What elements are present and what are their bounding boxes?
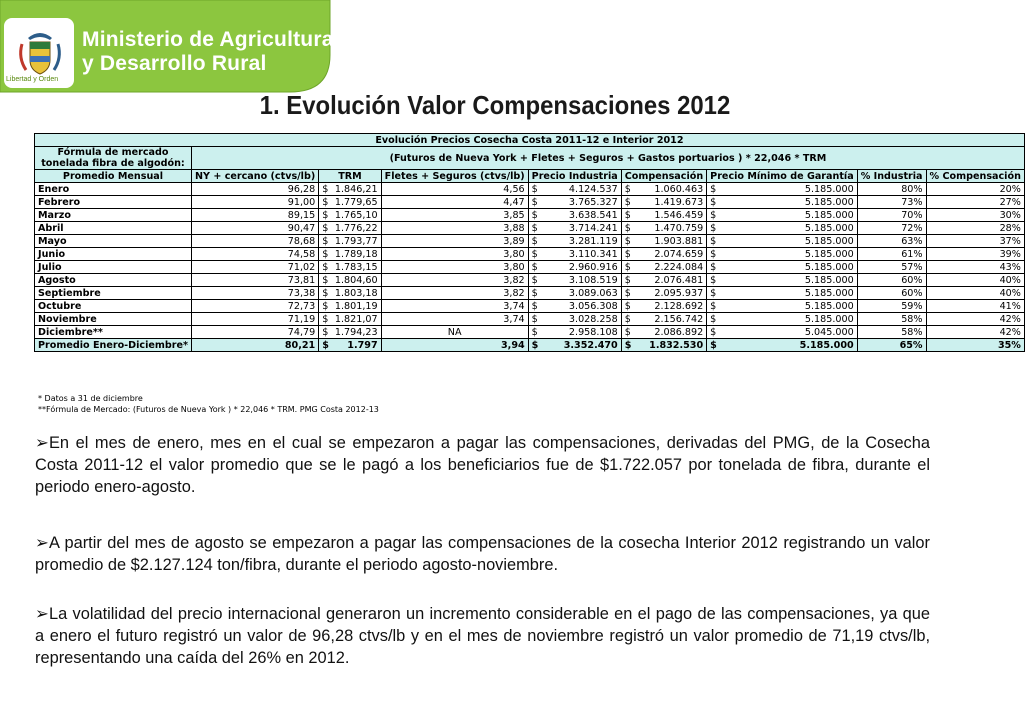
currency-symbol: $ bbox=[319, 222, 332, 235]
trm-cell: 1.793,77 bbox=[332, 235, 381, 248]
ny-cell: 71,02 bbox=[192, 261, 319, 274]
currency-symbol: $ bbox=[528, 287, 544, 300]
month-cell: Marzo bbox=[35, 209, 192, 222]
fletes-cell: 3,88 bbox=[381, 222, 528, 235]
ny-cell: 73,81 bbox=[192, 274, 319, 287]
currency-symbol: $ bbox=[319, 235, 332, 248]
currency-symbol: $ bbox=[528, 209, 544, 222]
industria-cell: 2.958.108 bbox=[544, 326, 622, 339]
trm-cell: 1.779,65 bbox=[332, 196, 381, 209]
pmg-cell: 5.185.000 bbox=[731, 287, 857, 300]
industria-cell: 4.124.537 bbox=[544, 183, 622, 196]
trm-cell: 1.797 bbox=[332, 339, 381, 352]
paragraph-3-text: La volatilidad del precio internacional generaron un incremento considerable en el pago de las compensaciones, ya que a enero el futuro registró un valor de 96,28 ctvs/lb y en el mes de noviembre registró un valor promedio de 71,19 ctvs/lb, representando una caída del 26% en 2012. bbox=[35, 605, 930, 667]
fletes-cell: 3,74 bbox=[381, 300, 528, 313]
industria-cell: 3.108.519 bbox=[544, 274, 622, 287]
currency-symbol: $ bbox=[319, 287, 332, 300]
compensacion-cell: 1.470.759 bbox=[636, 222, 707, 235]
pct-compensacion-cell: 43% bbox=[926, 261, 1024, 274]
pmg-cell: 5.185.000 bbox=[731, 196, 857, 209]
ny-cell: 74,79 bbox=[192, 326, 319, 339]
col-header-pct-compensacion: % Compensación bbox=[926, 170, 1024, 183]
table-row bbox=[35, 313, 1025, 326]
table-row bbox=[35, 287, 1025, 300]
paragraph-1 bbox=[35, 432, 930, 498]
currency-symbol: $ bbox=[528, 339, 544, 352]
table-body bbox=[35, 183, 1025, 352]
currency-symbol: $ bbox=[621, 326, 636, 339]
col-header-industria: Precio Industria bbox=[528, 170, 621, 183]
pct-compensacion-cell: 40% bbox=[926, 287, 1024, 300]
currency-symbol: $ bbox=[707, 209, 732, 222]
pmg-cell: 5.185.000 bbox=[731, 235, 857, 248]
compensation-table bbox=[34, 133, 1025, 352]
compensacion-cell: 2.086.892 bbox=[636, 326, 707, 339]
table-row bbox=[35, 248, 1025, 261]
compensacion-cell: 2.128.692 bbox=[636, 300, 707, 313]
pct-compensacion-cell: 39% bbox=[926, 248, 1024, 261]
trm-cell: 1.783,15 bbox=[332, 261, 381, 274]
table-row bbox=[35, 300, 1025, 313]
fletes-cell: 4,47 bbox=[381, 196, 528, 209]
currency-symbol: $ bbox=[528, 248, 544, 261]
table-title: Evolución Precios Cosecha Costa 2011-12 e Interior 2012 bbox=[35, 134, 1025, 147]
trm-cell: 1.803,18 bbox=[332, 287, 381, 300]
table-row bbox=[35, 209, 1025, 222]
ministry-line-2: y Desarrollo Rural bbox=[82, 52, 267, 75]
fletes-cell: 3,80 bbox=[381, 248, 528, 261]
table-row bbox=[35, 274, 1025, 287]
industria-cell: 2.960.916 bbox=[544, 261, 622, 274]
currency-symbol: $ bbox=[528, 326, 544, 339]
currency-symbol: $ bbox=[319, 300, 332, 313]
paragraph-3 bbox=[35, 603, 930, 669]
ny-cell: 90,47 bbox=[192, 222, 319, 235]
ny-cell: 89,15 bbox=[192, 209, 319, 222]
currency-symbol: $ bbox=[707, 196, 732, 209]
pct-industria-cell: 61% bbox=[857, 248, 926, 261]
table-total-row bbox=[35, 339, 1025, 352]
currency-symbol: $ bbox=[528, 196, 544, 209]
arrow-bullet-icon: ➢ bbox=[35, 534, 49, 552]
pmg-cell: 5.185.000 bbox=[731, 209, 857, 222]
currency-symbol: $ bbox=[621, 235, 636, 248]
compensacion-cell: 2.156.742 bbox=[636, 313, 707, 326]
month-cell: Enero bbox=[35, 183, 192, 196]
compensacion-cell: 2.224.084 bbox=[636, 261, 707, 274]
compensacion-cell: 1.546.459 bbox=[636, 209, 707, 222]
pmg-cell: 5.185.000 bbox=[731, 339, 857, 352]
trm-cell: 1.789,18 bbox=[332, 248, 381, 261]
industria-cell: 3.281.119 bbox=[544, 235, 622, 248]
currency-symbol: $ bbox=[621, 261, 636, 274]
trm-cell: 1.846,21 bbox=[332, 183, 381, 196]
fletes-cell: NA bbox=[381, 326, 528, 339]
table-row bbox=[35, 326, 1025, 339]
pmg-cell: 5.185.000 bbox=[731, 261, 857, 274]
pct-compensacion-cell: 42% bbox=[926, 326, 1024, 339]
ny-cell: 91,00 bbox=[192, 196, 319, 209]
compensacion-cell: 2.074.659 bbox=[636, 248, 707, 261]
currency-symbol: $ bbox=[528, 300, 544, 313]
arrow-bullet-icon: ➢ bbox=[35, 605, 49, 623]
table-row bbox=[35, 222, 1025, 235]
ministry-name bbox=[82, 28, 334, 76]
ministry-line-1: Ministerio de Agricultura bbox=[82, 28, 334, 51]
industria-cell: 3.765.327 bbox=[544, 196, 622, 209]
pmg-cell: 5.185.000 bbox=[731, 248, 857, 261]
currency-symbol: $ bbox=[319, 274, 332, 287]
currency-symbol: $ bbox=[707, 248, 732, 261]
pct-compensacion-cell: 35% bbox=[926, 339, 1024, 352]
fletes-cell: 3,82 bbox=[381, 287, 528, 300]
pct-industria-cell: 60% bbox=[857, 287, 926, 300]
currency-symbol: $ bbox=[621, 300, 636, 313]
currency-symbol: $ bbox=[319, 326, 332, 339]
paragraph-1-text: En el mes de enero, mes en el cual se empezaron a pagar las compensaciones, derivadas del PMG, de la Cosecha Costa 2011-12 el valor promedio que se le pagó a los beneficiarios fue de $1.722.057 por tonelada de fibra, durante el periodo enero-agosto. bbox=[35, 434, 930, 496]
pmg-cell: 5.185.000 bbox=[731, 274, 857, 287]
pct-industria-cell: 63% bbox=[857, 235, 926, 248]
pct-industria-cell: 65% bbox=[857, 339, 926, 352]
pmg-cell: 5.185.000 bbox=[731, 183, 857, 196]
trm-cell: 1.794,23 bbox=[332, 326, 381, 339]
table-row bbox=[35, 183, 1025, 196]
trm-cell: 1.776,22 bbox=[332, 222, 381, 235]
ny-cell: 78,68 bbox=[192, 235, 319, 248]
pct-compensacion-cell: 40% bbox=[926, 274, 1024, 287]
page-title: 1. Evolución Valor Compensaciones 2012 bbox=[259, 90, 731, 120]
compensacion-cell: 1.060.463 bbox=[636, 183, 707, 196]
currency-symbol: $ bbox=[707, 235, 732, 248]
table-row bbox=[35, 196, 1025, 209]
formula-row bbox=[35, 147, 1025, 170]
trm-cell: 1.801,19 bbox=[332, 300, 381, 313]
pmg-cell: 5.185.000 bbox=[731, 313, 857, 326]
coat-of-arms-icon bbox=[10, 24, 70, 80]
col-header-compensacion: Compensación bbox=[621, 170, 706, 183]
currency-symbol: $ bbox=[319, 339, 332, 352]
industria-cell: 3.638.541 bbox=[544, 209, 622, 222]
pct-compensacion-cell: 41% bbox=[926, 300, 1024, 313]
pct-compensacion-cell: 30% bbox=[926, 209, 1024, 222]
currency-symbol: $ bbox=[621, 274, 636, 287]
arrow-bullet-icon: ➢ bbox=[35, 434, 49, 452]
fletes-cell: 3,89 bbox=[381, 235, 528, 248]
month-cell: Noviembre bbox=[35, 313, 192, 326]
fletes-cell: 3,85 bbox=[381, 209, 528, 222]
col-header-month: Promedio Mensual bbox=[35, 170, 192, 183]
formula-value: (Futuros de Nueva York + Fletes + Seguros + Gastos portuarios ) * 22,046 * TRM bbox=[192, 147, 1025, 170]
month-cell: Febrero bbox=[35, 196, 192, 209]
compensacion-cell: 2.095.937 bbox=[636, 287, 707, 300]
industria-cell: 3.714.241 bbox=[544, 222, 622, 235]
currency-symbol: $ bbox=[621, 196, 636, 209]
currency-symbol: $ bbox=[621, 209, 636, 222]
industria-cell: 3.028.258 bbox=[544, 313, 622, 326]
table-row bbox=[35, 261, 1025, 274]
fletes-cell: 3,82 bbox=[381, 274, 528, 287]
month-cell: Octubre bbox=[35, 300, 192, 313]
pct-compensacion-cell: 20% bbox=[926, 183, 1024, 196]
currency-symbol: $ bbox=[707, 183, 732, 196]
currency-symbol: $ bbox=[621, 313, 636, 326]
pmg-cell: 5.185.000 bbox=[731, 222, 857, 235]
currency-symbol: $ bbox=[528, 261, 544, 274]
col-header-ny: NY + cercano (ctvs/lb) bbox=[192, 170, 319, 183]
ny-cell: 96,28 bbox=[192, 183, 319, 196]
month-cell: Abril bbox=[35, 222, 192, 235]
pct-industria-cell: 59% bbox=[857, 300, 926, 313]
currency-symbol: $ bbox=[707, 326, 732, 339]
currency-symbol: $ bbox=[621, 183, 636, 196]
currency-symbol: $ bbox=[319, 209, 332, 222]
compensacion-cell: 1.419.673 bbox=[636, 196, 707, 209]
currency-symbol: $ bbox=[319, 248, 332, 261]
industria-cell: 3.110.341 bbox=[544, 248, 622, 261]
table-notes bbox=[38, 393, 379, 415]
col-header-pmg: Precio Mínimo de Garantía bbox=[707, 170, 858, 183]
currency-symbol: $ bbox=[319, 183, 332, 196]
pct-industria-cell: 80% bbox=[857, 183, 926, 196]
currency-symbol: $ bbox=[319, 196, 332, 209]
pct-industria-cell: 57% bbox=[857, 261, 926, 274]
trm-cell: 1.804,60 bbox=[332, 274, 381, 287]
pmg-cell: 5.185.000 bbox=[731, 300, 857, 313]
currency-symbol: $ bbox=[707, 287, 732, 300]
month-cell: Agosto bbox=[35, 274, 192, 287]
data-table-container bbox=[34, 133, 1025, 352]
currency-symbol: $ bbox=[707, 339, 732, 352]
pct-industria-cell: 70% bbox=[857, 209, 926, 222]
col-header-trm: TRM bbox=[319, 170, 381, 183]
col-header-pct-industria: % Industria bbox=[857, 170, 926, 183]
currency-symbol: $ bbox=[707, 274, 732, 287]
fletes-cell: 3,74 bbox=[381, 313, 528, 326]
ny-cell: 72,73 bbox=[192, 300, 319, 313]
compensacion-cell: 2.076.481 bbox=[636, 274, 707, 287]
industria-cell: 3.089.063 bbox=[544, 287, 622, 300]
paragraph-2-text: A partir del mes de agosto se empezaron a pagar las compensaciones de la cosecha Interior 2012 registrando un valor promedio de $2.127.124 ton/fibra, durante el periodo agosto-noviembre. bbox=[35, 534, 930, 574]
table-title-row bbox=[35, 134, 1025, 147]
pct-industria-cell: 72% bbox=[857, 222, 926, 235]
pct-industria-cell: 60% bbox=[857, 274, 926, 287]
compensacion-cell: 1.903.881 bbox=[636, 235, 707, 248]
header-row bbox=[35, 170, 1025, 183]
ny-cell: 73,38 bbox=[192, 287, 319, 300]
ny-cell: 74,58 bbox=[192, 248, 319, 261]
fletes-cell: 3,94 bbox=[381, 339, 528, 352]
trm-cell: 1.765,10 bbox=[332, 209, 381, 222]
ny-cell: 80,21 bbox=[192, 339, 319, 352]
pct-compensacion-cell: 28% bbox=[926, 222, 1024, 235]
table-row bbox=[35, 235, 1025, 248]
currency-symbol: $ bbox=[528, 222, 544, 235]
motto: Libertad y Orden bbox=[6, 76, 59, 83]
currency-symbol: $ bbox=[528, 235, 544, 248]
pct-compensacion-cell: 37% bbox=[926, 235, 1024, 248]
note-1: * Datos a 31 de diciembre bbox=[38, 394, 143, 403]
month-cell: Septiembre bbox=[35, 287, 192, 300]
industria-cell: 3.056.308 bbox=[544, 300, 622, 313]
industria-cell: 3.352.470 bbox=[544, 339, 622, 352]
col-header-fletes: Fletes + Seguros (ctvs/lb) bbox=[381, 170, 528, 183]
fletes-cell: 3,80 bbox=[381, 261, 528, 274]
currency-symbol: $ bbox=[319, 261, 332, 274]
pct-industria-cell: 58% bbox=[857, 313, 926, 326]
pct-compensacion-cell: 42% bbox=[926, 313, 1024, 326]
paragraph-2 bbox=[35, 532, 930, 576]
month-cell: Promedio Enero-Diciembre* bbox=[35, 339, 192, 352]
trm-cell: 1.821,07 bbox=[332, 313, 381, 326]
pct-industria-cell: 73% bbox=[857, 196, 926, 209]
currency-symbol: $ bbox=[621, 287, 636, 300]
currency-symbol: $ bbox=[621, 339, 636, 352]
currency-symbol: $ bbox=[621, 248, 636, 261]
month-cell: Mayo bbox=[35, 235, 192, 248]
currency-symbol: $ bbox=[621, 222, 636, 235]
currency-symbol: $ bbox=[319, 313, 332, 326]
currency-symbol: $ bbox=[528, 274, 544, 287]
fletes-cell: 4,56 bbox=[381, 183, 528, 196]
pmg-cell: 5.045.000 bbox=[731, 326, 857, 339]
currency-symbol: $ bbox=[528, 183, 544, 196]
pct-industria-cell: 58% bbox=[857, 326, 926, 339]
formula-label: Fórmula de mercado tonelada fibra de algodón: bbox=[35, 147, 192, 170]
currency-symbol: $ bbox=[707, 222, 732, 235]
month-cell: Diciembre** bbox=[35, 326, 192, 339]
month-cell: Julio bbox=[35, 261, 192, 274]
currency-symbol: $ bbox=[707, 261, 732, 274]
note-2: **Fórmula de Mercado: (Futuros de Nueva York ) * 22,046 * TRM. PMG Costa 2012-13 bbox=[38, 405, 379, 414]
month-cell: Junio bbox=[35, 248, 192, 261]
pct-compensacion-cell: 27% bbox=[926, 196, 1024, 209]
currency-symbol: $ bbox=[707, 313, 732, 326]
currency-symbol: $ bbox=[528, 313, 544, 326]
currency-symbol: $ bbox=[707, 300, 732, 313]
ny-cell: 71,19 bbox=[192, 313, 319, 326]
compensacion-cell: 1.832.530 bbox=[636, 339, 707, 352]
